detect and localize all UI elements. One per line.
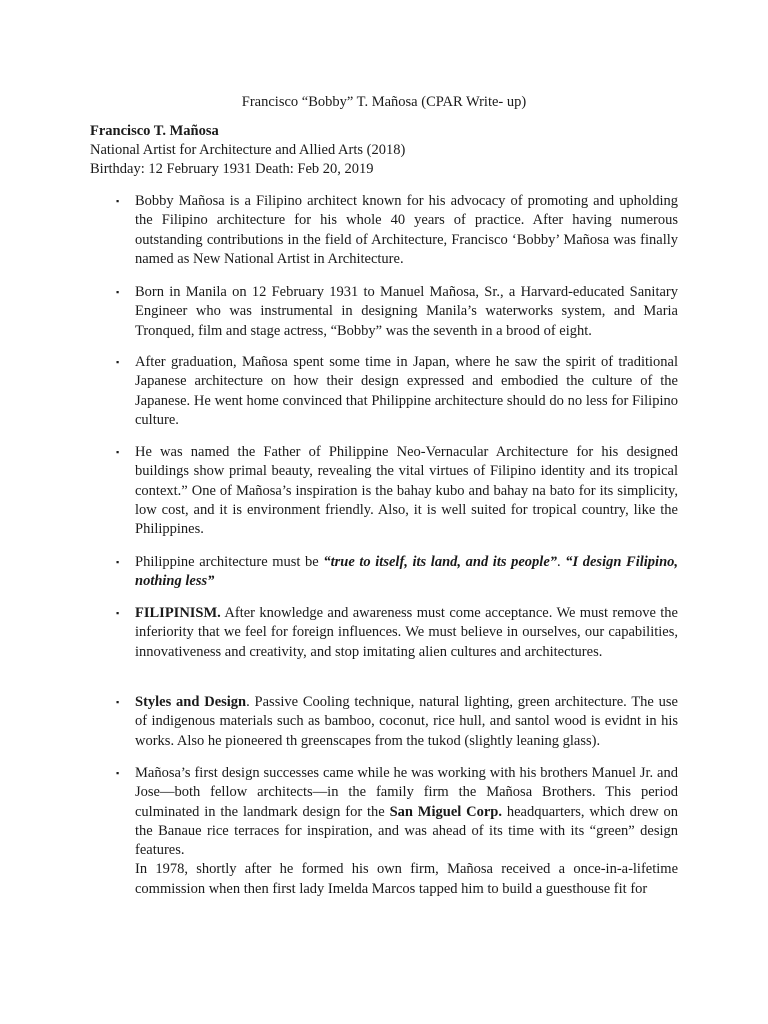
award-line: National Artist for Architecture and Allied Arts (2018) [90,142,406,158]
bullet-bold-company: San Miguel Corp. [389,803,502,820]
bullet-body-a: Mañosa’s first design successes came while he was working with his brothers Manuel Jr. and Jose—both fellow architects—in the family firm the Mañosa Brothers. This period culminated in the landmark design for the [135,765,678,820]
quote-separator: . [557,554,566,570]
bullet-body-b: headquarters, which drew on the Banaue rice terraces for inspiration, and was ahead of its time with its “green” design features. [135,803,679,859]
header-block [90,122,690,179]
bullet-marker: ▪ [116,557,120,567]
bullet-text [135,553,678,592]
bullet-text [135,604,678,662]
document-title: Francisco “Bobby” T. Mañosa (CPAR Write- up) [241,94,527,110]
bullet-marker: ▪ [116,697,120,707]
quote-true-to-itself: “true to itself, its land, and its people” [323,554,558,570]
bullet-text: Born in Manila on 12 February 1931 to Manuel Mañosa, Sr., a Harvard-educated Sanitary Engineer who was instrumental in designing Manila’s waterworks system, and Maria Tronqued, film and stage actress, “Bobby” was the seventh in a brood of eight. [135,284,678,339]
bullet-heading: FILIPINISM. [135,605,221,621]
bullet-text: He was named the Father of Philippine Neo-Vernacular Architecture for his designed buildings show primal beauty, revealing the vital virtues of Filipino identity and its tropical context.” One of Mañosa’s inspiration is the bahay kubo and bahay na bato for its simplicity, low cost, and it is environment friendly. Also, it is well suited for tropical country, like the Philippines. [135,444,678,538]
bullet-paragraph-2: In 1978, shortly after he formed his own firm, Mañosa received a once-in-a-lifetime commission when then first lady Imelda Marcos tapped him to build a guesthouse fit for [135,861,678,897]
bullet-marker: ▪ [116,357,120,367]
bullet-heading: Styles and Design [135,694,247,710]
bullet-marker: ▪ [116,608,120,618]
bullet-marker: ▪ [116,447,120,457]
bullet-body: . Passive Cooling technique, natural lighting, green architecture. The use of indigenous materials such as bamboo, coconut, rice hull, and santol wood is evidnt in his works. Also he pioneered th greenscapes from the tukod (slightly leaning glass). [135,694,678,749]
bullet-lead: Philippine architecture must be [135,554,324,570]
quote-design-filipino: “I design Filipino, nothing less” [135,554,679,590]
bullet-text: Bobby Mañosa is a Filipino architect known for his advocacy of promoting and upholding the Filipino architecture for his whole 40 years of practice. After having numerous outstanding contributions in the field of Architecture, Francisco ‘Bobby’ Mañosa was finally named as New National Artist in Architecture. [135,193,678,267]
bullet-marker: ▪ [116,287,120,297]
person-name: Francisco T. Mañosa [90,123,219,139]
dates-line: Birthday: 12 February 1931 Death: Feb 20, 2019 [90,161,374,177]
bullet-body: After knowledge and awareness must come acceptance. We must remove the inferiority that we feel for foreign influences. We must believe in ourselves, our capabilities, innovativeness and creativity, and stop imitating alien cultures and architectures. [135,605,678,660]
bullet-marker: ▪ [116,196,120,206]
bullet-text [135,693,678,751]
bullet-text [135,764,678,899]
bullet-text: After graduation, Mañosa spent some time in Japan, where he saw the spirit of traditional Japanese architecture on how their design expressed and embodied the culture of the Japanese. He went home convinced that Philippine architecture should do no less for Filipino culture. [135,354,678,428]
bullet-marker: ▪ [116,768,120,778]
